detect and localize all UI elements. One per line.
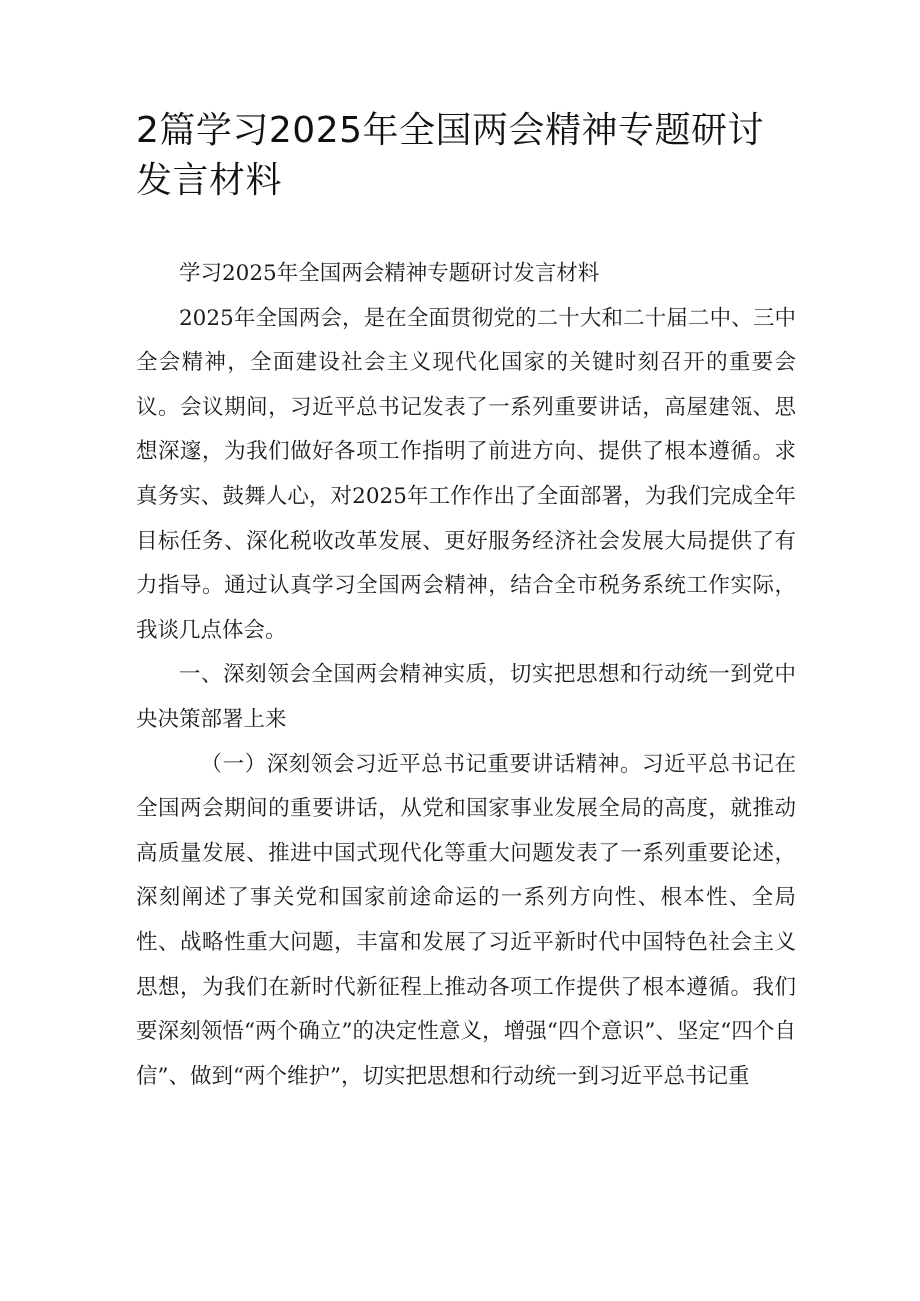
document-title: 2篇学习2025年全国两会精神专题研讨发言材料 [136, 110, 765, 201]
section-heading-1: 一、深刻领会全国两会精神实质，切实把思想和行动统一到党中央决策部署上来 [136, 662, 796, 732]
paragraph-subsection-1: （一）深刻领会习近平总书记重要讲话精神。习近平总书记在全国两会期间的重要讲话，从党和国家事业发展全局的高度，就推动高质量发展、推进中国式现代化等重大问题发表了一系列重要论述，深刻阐述了事关党和国家前途命运的一系列方向性、根本性、全局性、战略性重大问题，丰富和发展了习近平新时代中国特色社会主义思想，为我们在新时代新征程上推动各项工作提供了根本遵循。我们要深刻领悟“两个确立”的决定性意义，增强“四个意识”、坚定“四个自信”、做到“两个维护”，切实把思想和行动统一到习近平总书记重 [136, 751, 796, 1089]
document-subtitle: 学习2025年全国两会精神专题研讨发言材料 [179, 261, 600, 286]
document-body [136, 252, 796, 1099]
paragraph-intro: 2025年全国两会，是在全面贯彻党的二十大和二十届二中、三中全会精神，全面建设社会主义现代化国家的关键时刻召开的重要会议。会议期间，习近平总书记发表了一系列重要讲话，高屋建瓴、思想深邃，为我们做好各项工作指明了前进方向、提供了根本遵循。求真务实、鼓舞人心，对2025年工作作出了全面部署，为我们完成全年目标任务、深化税收改革发展、更好服务经济社会发展大局提供了有力指导。通过认真学习全国两会精神，结合全市税务系统工作实际，我谈几点体会。 [136, 305, 796, 643]
